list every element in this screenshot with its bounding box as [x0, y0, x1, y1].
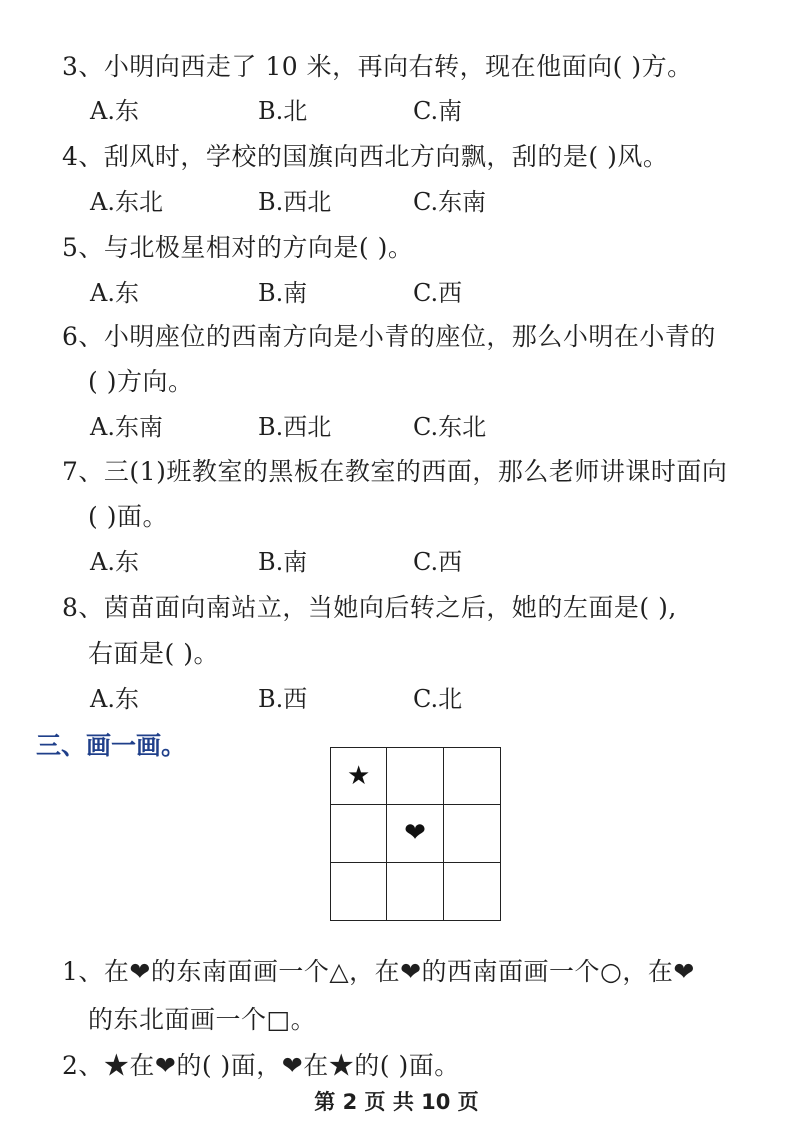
question-5-option-b: B.南 [258, 279, 308, 307]
question-6-option-c: C.东北 [413, 413, 487, 441]
drawing-question-1-line1: 1、在❤的东南面画一个△，在❤的西南面画一个○，在❤ [62, 957, 695, 986]
grid-cell-r1c1: ★ [331, 748, 387, 805]
question-6-stem-line1: 6、小明座位的西南方向是小青的座位，那么小明在小青的 [62, 322, 716, 351]
question-6-option-b: B.西北 [258, 413, 332, 441]
question-8-stem-line2: 右面是( )。 [88, 639, 219, 668]
grid-cell-r1c3 [444, 748, 500, 805]
question-5-stem: 5、与北极星相对的方向是( )。 [62, 233, 414, 262]
question-4-option-c: C.东南 [413, 188, 487, 216]
question-3-option-c: C.南 [413, 97, 463, 125]
question-4-option-b: B.西北 [258, 188, 332, 216]
grid-cell-r3c3 [444, 863, 500, 920]
question-7-stem-line2: ( )面。 [88, 502, 168, 531]
grid-cell-r2c2: ❤ [387, 805, 443, 862]
grid-cell-r3c1 [331, 863, 387, 920]
grid-cell-r3c2 [387, 863, 443, 920]
question-7-option-b: B.南 [258, 548, 308, 576]
question-8-stem-line1: 8、茵苗面向南站立，当她向后转之后，她的左面是( ), [62, 593, 677, 622]
question-8-option-c: C.北 [413, 685, 463, 713]
drawing-question-1-line2: 的东北面画一个□。 [88, 1005, 317, 1034]
question-3-option-a: A.东 [90, 97, 139, 125]
question-7-stem-line1: 7、三(1)班教室的黑板在教室的西面，那么老师讲课时面向 [62, 457, 728, 486]
question-5-option-c: C.西 [413, 279, 463, 307]
grid-cell-r1c2 [387, 748, 443, 805]
question-5-option-a: A.东 [90, 279, 139, 307]
direction-grid [330, 747, 501, 921]
question-4-stem: 4、刮风时，学校的国旗向西北方向飘，刮的是( )风。 [62, 142, 669, 171]
section-3-title: 三、画一画。 [36, 731, 187, 760]
page-number: 第 2 页 共 10 页 [314, 1090, 479, 1114]
question-6-option-a: A.东南 [90, 413, 163, 441]
question-7-option-a: A.东 [90, 548, 139, 576]
grid-cell-r2c1 [331, 805, 387, 862]
grid-cell-r2c3 [444, 805, 500, 862]
question-7-option-c: C.西 [413, 548, 463, 576]
question-4-option-a: A.东北 [90, 188, 163, 216]
question-3-stem: 3、小明向西走了 10 米，再向右转，现在他面向( )方。 [62, 52, 693, 81]
question-6-stem-line2: ( )方向。 [88, 367, 194, 396]
question-3-option-b: B.北 [258, 97, 308, 125]
drawing-question-2: 2、★在❤的( )面，❤在★的( )面。 [62, 1051, 460, 1080]
question-8-option-a: A.东 [90, 685, 139, 713]
question-8-option-b: B.西 [258, 685, 308, 713]
